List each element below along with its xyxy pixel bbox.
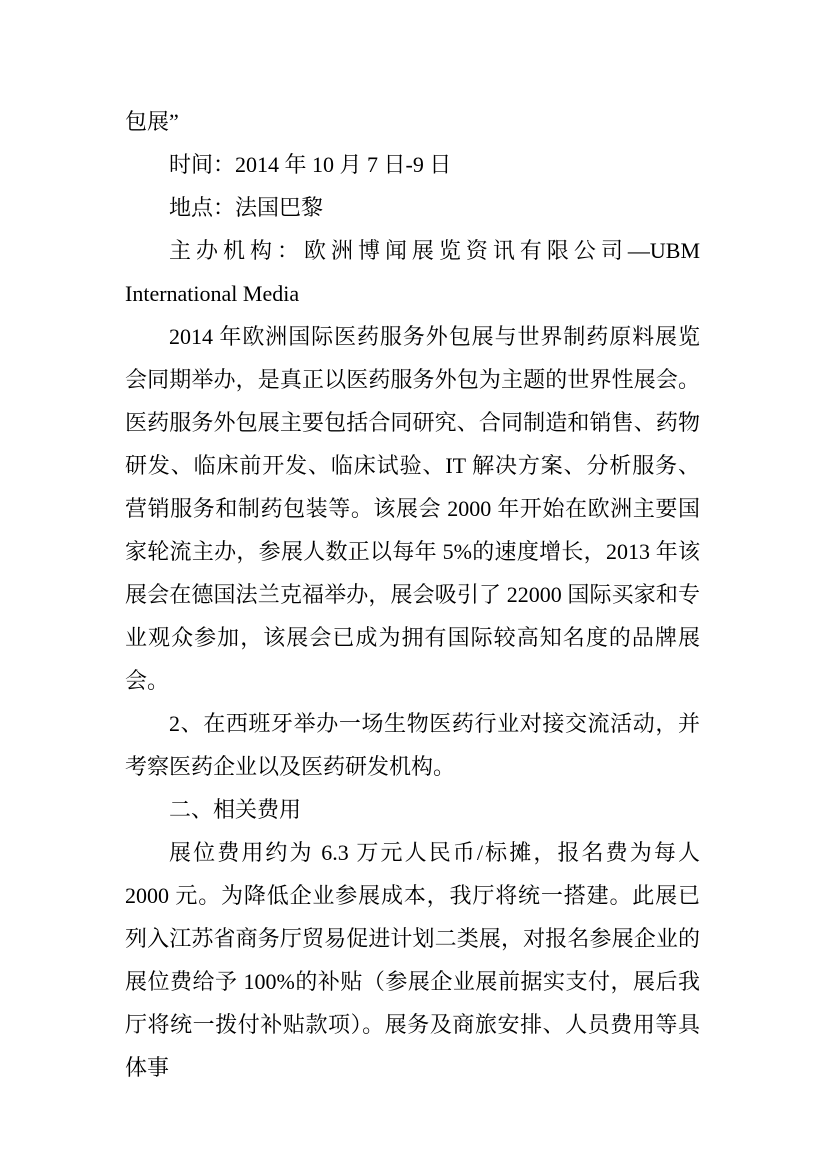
paragraph-exhibition-introduction: 2014 年欧洲国际医药服务外包展与世界制药原料展览会同期举办，是真正以医药服务外包为主题的世界性展会。医药服务外包展主要包括合同研究、合同制造和销售、药物研发、临床前开发、临床试验、IT 解决方案、分析服务、营销服务和制药包装等。该展会 2000 年开始在欧洲主要国家轮流主办，参展人数正以每年 5%的速度增长，2013 年该展会在德国法兰克福举办，展会吸引了 22000 国际买家和专业观众参加，该展会已成为拥有国际较高知名度的品牌展会。	[125, 324, 700, 693]
paragraph-event-organizer: 主办机构：欧洲博闻展览资讯有限公司—UBM International Media	[125, 238, 700, 306]
paragraph-list-item-2-spain: 2、在西班牙举办一场生物医药行业对接交流活动，并考察医药企业以及医药研发机构。	[125, 711, 700, 779]
paragraph-event-time: 时间：2014 年 10 月 7 日-9 日	[169, 152, 452, 177]
paragraph-exhibition-name-continuation: 包展”	[125, 109, 179, 134]
paragraph-event-location: 地点：法国巴黎	[169, 195, 324, 220]
paragraph-fees-details: 展位费用约为 6.3 万元人民币/标摊，报名费为每人 2000 元。为降低企业参展成本，我厅将统一搭建。此展已列入江苏省商务厅贸易促进计划二类展，对报名参展企业的展位费给予 100%的补贴（参展企业展前据实支付，展后我厅将统一拨付补贴款项）。展务及商旅安排、人员费用等具体事	[125, 840, 700, 1080]
section-heading-fees: 二、相关费用	[169, 797, 302, 822]
